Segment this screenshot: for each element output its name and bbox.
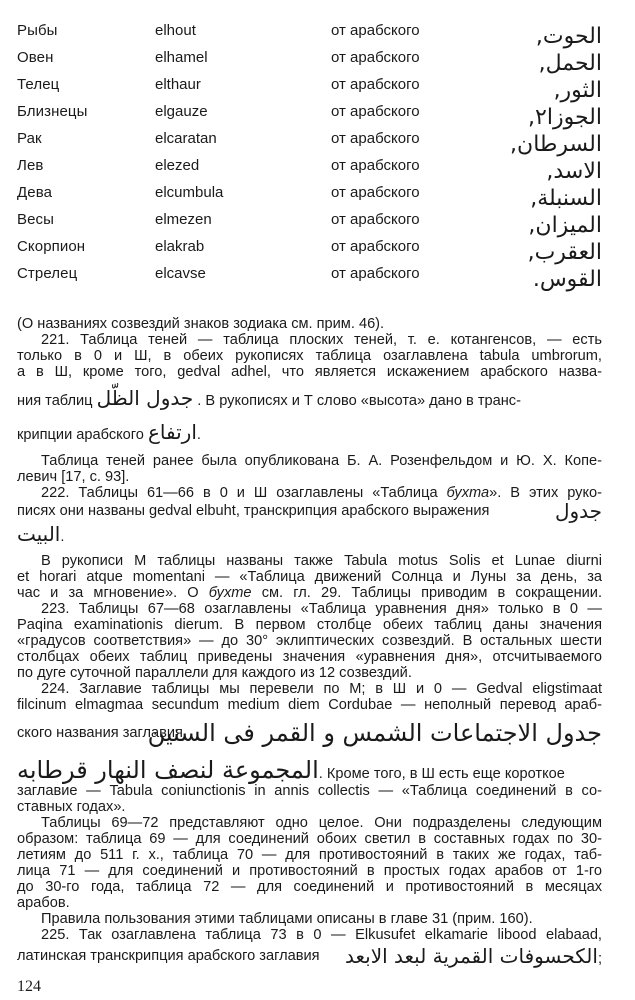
text-segment: . В рукописях и Т слово «высота» дано в транс- bbox=[197, 393, 521, 409]
zodiac-row bbox=[0, 265, 635, 291]
zodiac-source-label: от арабского bbox=[331, 157, 420, 174]
note-line: Paqina examinationis dierum. В первом столбце обеих таблиц даны значения bbox=[17, 617, 602, 633]
arabic-text: جدول الظّل bbox=[96, 386, 194, 410]
zodiac-latin-name: elezed bbox=[155, 157, 200, 174]
note-line: образом: таблица 69 — для соединений обоих светил в составных годах по 30- bbox=[17, 831, 602, 847]
note-line: В рукописи М таблицы названы также Tabula motus Solis et Lunae diurni bbox=[41, 553, 602, 569]
text-segment: час и за мгновение». О bbox=[17, 585, 199, 601]
zodiac-source-label: от арабского bbox=[331, 211, 420, 228]
zodiac-row bbox=[0, 49, 635, 75]
zodiac-latin-name: elhamel bbox=[155, 49, 208, 66]
zodiac-latin-name: elhout bbox=[155, 22, 196, 39]
zodiac-arabic-name: الميزان, bbox=[528, 213, 602, 238]
note-224-line: 224. Заглавие таблицы мы перевели по М; в Ш и 0 — Gedval eligstimaat bbox=[41, 681, 602, 697]
note-line: левич [17, с. 93]. bbox=[17, 469, 130, 485]
zodiac-arabic-name: السنبلة, bbox=[530, 186, 602, 211]
zodiac-latin-name: elakrab bbox=[155, 238, 205, 255]
note-221-line: 221. Таблица теней — таблица плоских теней, т. е. котангенсов, — есть bbox=[41, 332, 602, 348]
zodiac-row bbox=[0, 238, 635, 264]
italic-term: бухта bbox=[446, 485, 490, 501]
zodiac-row bbox=[0, 103, 635, 129]
zodiac-row bbox=[0, 157, 635, 183]
text-segment: . bbox=[196, 427, 201, 443]
zodiac-row bbox=[0, 130, 635, 156]
text-segment: писях они названы gedval elbuht, транскрипция арабского выражения bbox=[17, 503, 490, 519]
note-line: Правила пользования этими таблицами описаны в главе 31 (прим. 160). bbox=[41, 911, 533, 927]
zodiac-latin-name: elmezen bbox=[155, 211, 212, 228]
note-line: «градусов соответствия» — до 30° эклиптических созвездий. В остальных шести bbox=[17, 633, 602, 649]
zodiac-row bbox=[0, 184, 635, 210]
zodiac-arabic-name: الحمل, bbox=[538, 51, 602, 76]
note-225-line: 225. Так озаглавлена таблица 73 в 0 — Elkusufet elkamarie libood elabaad, bbox=[41, 927, 602, 943]
note-line-with-arabic bbox=[17, 718, 602, 748]
zodiac-russian-name: Лев bbox=[17, 157, 44, 174]
note-line-with-arabic bbox=[17, 944, 602, 968]
text-segment: . Кроме того, в Ш есть еще короткое bbox=[318, 766, 565, 782]
note-line: заглавие — Tabula coniunctionis in annis collectis — «Таблица соединений в со- bbox=[17, 783, 602, 799]
note-line: а в Ш, кроме того, gedval adhel, что является искажением арабского назва- bbox=[17, 364, 602, 380]
text-segment: крипции арабского bbox=[17, 427, 144, 443]
arabic-wrapper bbox=[345, 944, 602, 971]
zodiac-row bbox=[0, 211, 635, 237]
zodiac-latin-name: elcaratan bbox=[155, 130, 217, 147]
arabic-title: الكحسوفات القمرية لبعد الابعد bbox=[344, 944, 598, 968]
text-segment: ». В этих руко- bbox=[489, 485, 602, 501]
zodiac-source-label: от арабского bbox=[331, 76, 420, 93]
zodiac-russian-name: Скорпион bbox=[17, 238, 86, 255]
zodiac-russian-name: Весы bbox=[17, 211, 55, 228]
note-line: до 30-го года, таблица 72 — для соединений и противостояний в месяцах bbox=[17, 879, 602, 895]
note-line-with-arabic bbox=[17, 386, 602, 413]
italic-term: бухте bbox=[208, 585, 252, 601]
zodiac-russian-name: Рак bbox=[17, 130, 42, 147]
text-segment: ского названия заглавия bbox=[17, 725, 183, 741]
text-segment: см. гл. 29. Таблицы приводим в сокращении. bbox=[261, 585, 602, 601]
zodiac-row bbox=[0, 22, 635, 48]
zodiac-row bbox=[0, 76, 635, 102]
zodiac-russian-name: Рыбы bbox=[17, 22, 58, 39]
zodiac-source-label: от арабского bbox=[331, 22, 420, 39]
note-223-line: 223. Таблицы 67—68 озаглавлены «Таблица уравнения дня» только в 0 — bbox=[41, 601, 602, 617]
note-line: et horari atque momentani — «Таблица движений Солнца и Луны за день, за bbox=[17, 569, 602, 585]
note-line: (О названиях созвездий знаков зодиака см. прим. 46). bbox=[17, 316, 385, 332]
zodiac-source-label: от арабского bbox=[331, 265, 420, 282]
arabic-title: جدول الاجتماعات الشمس و القمر فى السنين bbox=[147, 719, 602, 747]
note-line: летиям до 511 г. х., таблица 70 — для противостояний в таких же годах, таб- bbox=[17, 847, 602, 863]
note-line: столбцах обеих таблиц приведены значения «уравнения дня», отсчитываемого bbox=[17, 649, 602, 665]
zodiac-latin-name: elcavse bbox=[155, 265, 206, 282]
zodiac-source-label: от арабского bbox=[331, 184, 420, 201]
zodiac-arabic-name: السرطان, bbox=[510, 132, 602, 157]
arabic-title: المجموعة لنصف النهار قرطابه bbox=[17, 756, 319, 784]
note-line: лица 71 — для соединений и противостояний в простых годах арабов от 1-го bbox=[17, 863, 602, 879]
zodiac-arabic-name: الاسد, bbox=[546, 159, 602, 184]
note-line: Таблица теней ранее была опубликована Б. А. Розенфельдом и Ю. Х. Копе- bbox=[41, 453, 602, 469]
zodiac-source-label: от арабского bbox=[331, 49, 420, 66]
text-segment: . bbox=[60, 529, 65, 545]
zodiac-russian-name: Телец bbox=[17, 76, 60, 93]
text-segment: латинская транскрипция арабского заглавия bbox=[17, 948, 320, 964]
zodiac-latin-name: elgauze bbox=[155, 103, 208, 120]
note-line: арабов. bbox=[17, 895, 70, 911]
zodiac-latin-name: elcumbula bbox=[155, 184, 224, 201]
zodiac-source-label: от арабского bbox=[331, 238, 420, 255]
note-line: ставных годах». bbox=[17, 799, 126, 815]
note-line bbox=[17, 585, 602, 601]
zodiac-russian-name: Дева bbox=[17, 184, 53, 201]
note-line-with-arabic bbox=[17, 420, 602, 447]
text-segment: 222. Таблицы 61—66 в 0 и Ш озаглавлены «Таблица bbox=[41, 485, 438, 501]
zodiac-arabic-name: القوس. bbox=[532, 267, 602, 292]
note-line-with-arabic bbox=[17, 522, 602, 549]
note-line: только в 0 и Ш, в обеих рукописях таблица озаглавлена tabula umbrorum, bbox=[17, 348, 602, 364]
zodiac-arabic-name: الجوزا٢, bbox=[528, 105, 602, 130]
note-222-line bbox=[17, 485, 602, 501]
zodiac-source-label: от арабского bbox=[331, 103, 420, 120]
zodiac-russian-name: Близнецы bbox=[17, 103, 88, 120]
page-number: 124 bbox=[17, 978, 41, 995]
zodiac-russian-name: Стрелец bbox=[17, 265, 78, 282]
arabic-text: جدول bbox=[554, 499, 602, 523]
zodiac-russian-name: Овен bbox=[17, 49, 54, 66]
text-segment: ; bbox=[597, 951, 602, 967]
zodiac-arabic-name: العقرب, bbox=[527, 240, 602, 265]
text-segment: ния таблиц bbox=[17, 393, 93, 409]
note-line: Таблицы 69—72 представляют одно целое. Они подразделены следующим bbox=[41, 815, 602, 831]
zodiac-latin-name: elthaur bbox=[155, 76, 201, 93]
zodiac-arabic-name: الثور, bbox=[553, 78, 602, 103]
note-line: по дуге суточной параллели для каждого из 12 созвездий. bbox=[17, 665, 412, 681]
note-line-with-arabic bbox=[17, 500, 602, 522]
note-line: filcinum elmagmaa secundum medium diem Cordubae — неполный перевод араб- bbox=[17, 697, 602, 713]
arabic-text: البيت bbox=[17, 522, 61, 546]
zodiac-source-label: от арабского bbox=[331, 130, 420, 147]
zodiac-arabic-name: الحوت, bbox=[535, 24, 602, 49]
arabic-text: ارتفاع bbox=[147, 420, 197, 444]
